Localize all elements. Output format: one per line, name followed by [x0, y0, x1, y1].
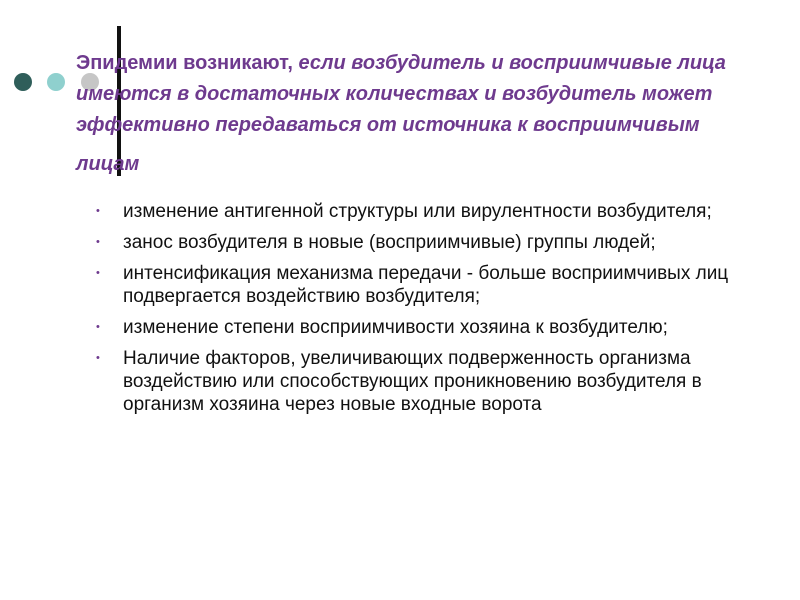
list-item-text: Наличие факторов, увеличивающих подверженность организма воздействию или способствующих проникновению возбудителя в организм хозяина через новые входные ворота [123, 348, 702, 415]
bullet-marker: • [96, 267, 100, 279]
slide-title [76, 48, 766, 180]
list-item [96, 316, 746, 339]
title-rest: если возбудитель и восприимчивые лица имеются в достаточных количествах и возбудитель может эффективно передаваться от источника к восприимчивым [76, 52, 726, 136]
bullet-list [96, 200, 746, 424]
list-item [96, 262, 746, 308]
bullet-marker: • [96, 236, 100, 248]
list-item [96, 231, 746, 254]
list-item [96, 347, 746, 416]
list-item-text: занос возбудителя в новые (восприимчивые) группы людей; [123, 232, 656, 253]
list-item-text: изменение антигенной структуры или вирулентности возбудителя; [123, 201, 712, 222]
title-last-line: лицам [76, 153, 140, 175]
decorative-dot-teal [47, 73, 65, 91]
list-item-text: изменение степени восприимчивости хозяина к возбудителю; [123, 317, 668, 338]
title-lead: Эпидемии возникают, [76, 52, 299, 74]
list-item-text: интенсификация механизма передачи - больше восприимчивых лиц подвергается воздействию возбудителя; [123, 263, 729, 307]
list-item [96, 200, 746, 223]
bullet-marker: • [96, 205, 100, 217]
bullet-marker: • [96, 321, 100, 333]
bullet-marker: • [96, 352, 100, 364]
decorative-dot-dark [14, 73, 32, 91]
